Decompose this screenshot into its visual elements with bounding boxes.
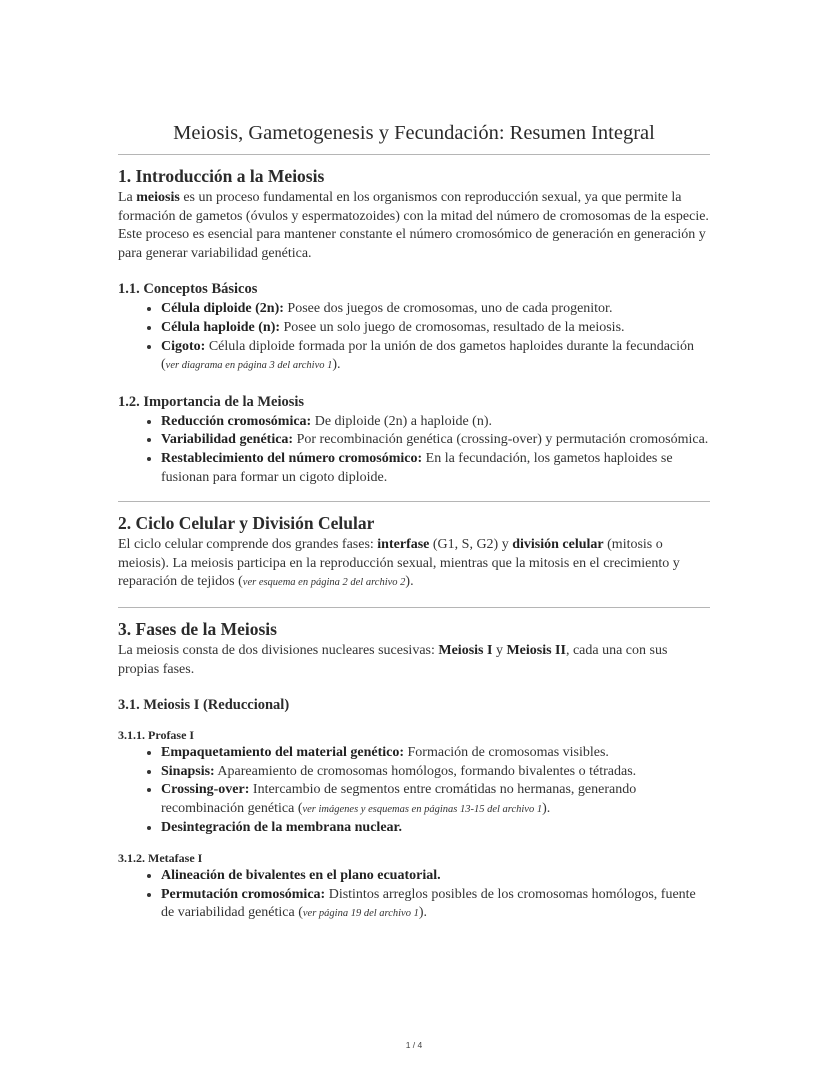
text-run: (G1, S, G2) y: [429, 537, 513, 553]
list-item: [161, 867, 710, 886]
text-run: De diploide (2n) a haploide (n).: [311, 413, 492, 429]
subsubsection-heading: 3.1.1. Profase I: [118, 728, 195, 743]
text-run: Célula diploide formada por la unión de dos gametos haploides durante la fecundación (: [161, 338, 695, 373]
list-item: [161, 744, 710, 763]
text-run: Por recombinación genética (crossing-over) y permutación cromosómica.: [293, 432, 709, 448]
list-item: [161, 886, 710, 924]
text-run: La meiosis consta de dos divisiones nucleares sucesivas:: [118, 642, 439, 658]
subsection-heading: 1.2. Importancia de la Meiosis: [118, 393, 305, 410]
bold-text: Variabilidad genética:: [161, 432, 294, 448]
bullet-list: [118, 744, 710, 838]
page-indicator: 1 / 4: [405, 1040, 423, 1050]
list-item: [161, 413, 710, 432]
section-divider: [118, 501, 710, 502]
document-page: [118, 118, 710, 924]
bold-text: Meiosis II: [506, 642, 566, 658]
bold-text: Crossing-over:: [161, 782, 250, 798]
reference-note: ver imágenes y esquemas en páginas 13-15 del archivo 1: [302, 803, 543, 815]
text-run: Formación de cromosomas visibles.: [404, 745, 609, 761]
list-item: [161, 319, 710, 338]
text-run: El ciclo celular comprende dos grandes fases:: [118, 537, 378, 553]
bold-text: interfase: [377, 537, 430, 553]
text-run: ).: [418, 905, 428, 921]
bold-text: Célula haploide (n):: [161, 319, 281, 335]
subsection-heading: 1.1. Conceptos Básicos: [118, 281, 258, 298]
text-run: ).: [332, 357, 341, 373]
section-heading: 3. Fases de la Meiosis: [118, 618, 277, 639]
section-divider: [118, 154, 710, 155]
bold-text: división celular: [512, 537, 604, 553]
text-run: (mitosis o meiosis). La meiosis participa en la reproducción sexual, mientras que la mitosis en el crecimiento y reparación de tejidos (: [118, 537, 680, 590]
subsection-heading: 3.1. Meiosis I (Reduccional): [118, 697, 290, 714]
section-paragraph: [118, 642, 710, 679]
list-item: [161, 450, 710, 487]
text-run: Apareamiento de cromosomas homólogos, formando bivalentes o tétradas.: [214, 763, 637, 779]
section-paragraph: [118, 536, 710, 593]
list-item: [161, 819, 710, 838]
list-item: [161, 300, 710, 319]
list-item: [161, 431, 710, 450]
bullet-list: [118, 413, 710, 487]
text-run: es un proceso fundamental en los organismos con reproducción sexual, ya que permite la formación de gametos (óvulos y espermatozoides) con la mitad del número de cromosomas de la especie. Este proceso es esencial para mantener constante el número cromosómico de generación en generación y para generar variabilidad genética.: [118, 190, 709, 261]
bold-text: Restablecimiento del número cromosómico:: [161, 450, 423, 466]
text-run: , cada una con sus propias fases.: [118, 642, 668, 677]
text-run: Posee dos juegos de cromosomas, uno de cada progenitor.: [283, 301, 613, 317]
bullet-list: [118, 867, 710, 924]
text-run: ).: [405, 574, 414, 590]
bold-text: Reducción cromosómica:: [161, 413, 312, 429]
text-run: ).: [542, 800, 551, 816]
section-paragraph: [118, 189, 710, 263]
section-heading: 1. Introducción a la Meiosis: [118, 166, 325, 186]
section-divider: [118, 607, 710, 608]
reference-note: ver esquema en página 2 del archivo 2: [242, 577, 406, 589]
text-run: La: [118, 190, 137, 205]
list-item: [161, 338, 710, 376]
reference-note: ver página 19 del archivo 1: [302, 908, 419, 920]
text-run: Distintos arreglos posibles de los cromosomas homólogos, fuente de variabilidad genética (: [161, 886, 696, 921]
text-run: y: [492, 642, 507, 658]
bold-text: Empaquetamiento del material genético:: [161, 745, 405, 761]
reference-note: ver diagrama en página 3 del archivo 1: [165, 360, 333, 372]
bold-text: Meiosis I: [438, 642, 493, 658]
document-title: Meiosis, Gametogenesis y Fecundación: Resumen Integral: [173, 122, 655, 144]
bold-text: Cigoto:: [161, 338, 206, 354]
text-run: Intercambio de segmentos entre cromátidas no hermanas, generando recombinación genética (: [161, 782, 637, 816]
list-item: [161, 781, 710, 819]
document-body: [118, 154, 710, 924]
bold-text: Célula diploide (2n):: [161, 301, 284, 317]
bullet-list: [118, 300, 710, 375]
bold-text: Permutación cromosómica:: [161, 886, 326, 902]
bold-text: Alineación de bivalentes en el plano ecuatorial.: [161, 868, 441, 884]
section-heading: 2. Ciclo Celular y División Celular: [118, 513, 375, 534]
text-run: Posee un solo juego de cromosomas, resultado de la meiosis.: [280, 319, 625, 335]
list-item: [161, 763, 710, 782]
bold-text: Desintegración de la membrana nuclear.: [161, 820, 402, 836]
text-run: En la fecundación, los gametos haploides se fusionan para formar un cigoto diploide.: [161, 450, 673, 485]
section-spacer: [118, 593, 710, 601]
bold-text: Sinapsis:: [161, 763, 215, 779]
bold-text: meiosis: [136, 190, 180, 205]
section-spacer: [118, 487, 710, 495]
subsubsection-heading: 3.1.2. Metafase I: [118, 851, 203, 866]
